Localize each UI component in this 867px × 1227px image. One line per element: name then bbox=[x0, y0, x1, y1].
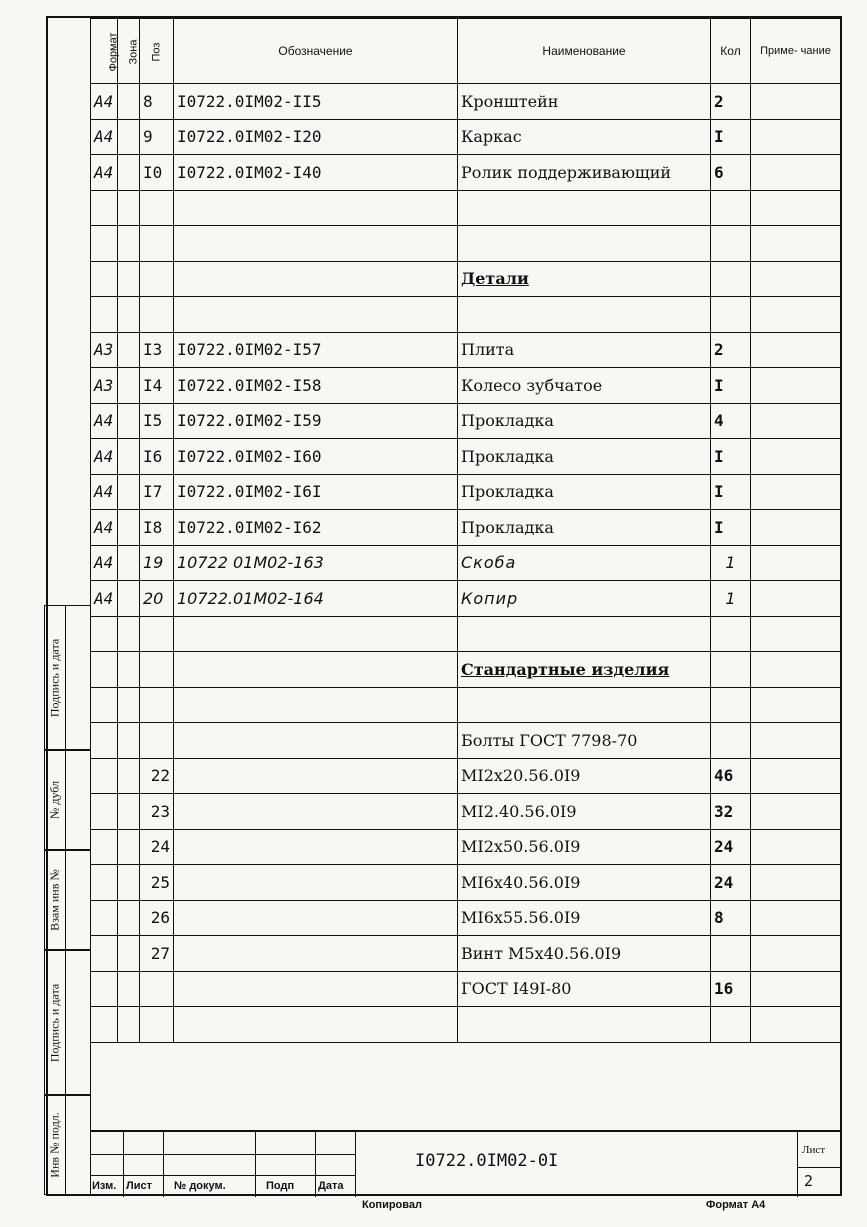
cell-designation: I0722.0IM02-II5 bbox=[174, 84, 458, 120]
cell-pos: I5 bbox=[140, 403, 174, 439]
cell-qty bbox=[711, 261, 751, 297]
cell-name: MI6x40.56.0I9 bbox=[458, 865, 711, 901]
cell-format bbox=[91, 226, 118, 262]
cell-pos: 9 bbox=[140, 119, 174, 155]
cell-format: A3 bbox=[91, 332, 118, 368]
title-block bbox=[90, 1130, 840, 1197]
cell-note bbox=[751, 687, 841, 723]
stamp-col-date: Дата bbox=[318, 1180, 344, 1192]
cell-designation bbox=[174, 723, 458, 759]
cell-pos: 8 bbox=[140, 84, 174, 120]
cell-note bbox=[751, 829, 841, 865]
cell-designation bbox=[174, 190, 458, 226]
cell-note bbox=[751, 403, 841, 439]
table-row bbox=[91, 723, 841, 759]
cell-pos: 27 bbox=[140, 936, 174, 972]
cell-zone bbox=[118, 1007, 140, 1043]
cell-designation bbox=[174, 829, 458, 865]
cell-qty: 32 bbox=[711, 794, 751, 830]
cell-designation: I0722.0IM02-I59 bbox=[174, 403, 458, 439]
table-row bbox=[91, 687, 841, 723]
cell-name: MI2.40.56.0I9 bbox=[458, 794, 711, 830]
cell-format bbox=[91, 971, 118, 1007]
table-row bbox=[91, 190, 841, 226]
cell-note bbox=[751, 1007, 841, 1043]
cell-name: MI6x55.56.0I9 bbox=[458, 900, 711, 936]
copied-label: Копировал bbox=[362, 1199, 423, 1211]
document-code: I0722.0IM02-0I bbox=[415, 1151, 559, 1171]
col-qty: Кол bbox=[711, 19, 751, 84]
cell-qty bbox=[711, 723, 751, 759]
cell-note bbox=[751, 794, 841, 830]
table-row bbox=[91, 652, 841, 688]
stamp-col-izm: Изм. bbox=[92, 1180, 117, 1192]
cell-qty: 24 bbox=[711, 865, 751, 901]
cell-note bbox=[751, 261, 841, 297]
cell-designation: I0722.0IM02-I60 bbox=[174, 439, 458, 475]
cell-pos bbox=[140, 687, 174, 723]
cell-qty bbox=[711, 297, 751, 333]
cell-name bbox=[458, 616, 711, 652]
cell-note bbox=[751, 652, 841, 688]
table-row bbox=[91, 510, 841, 546]
cell-pos bbox=[140, 261, 174, 297]
stamp-col-doc: № докум. bbox=[174, 1180, 226, 1192]
cell-pos bbox=[140, 1007, 174, 1043]
col-zone: Зона bbox=[118, 19, 140, 84]
cell-zone bbox=[118, 261, 140, 297]
cell-format: A4 bbox=[91, 403, 118, 439]
cell-format bbox=[91, 829, 118, 865]
cell-zone bbox=[118, 687, 140, 723]
table-row bbox=[91, 119, 841, 155]
cell-designation: I0722.0IM02-I20 bbox=[174, 119, 458, 155]
table-row bbox=[91, 900, 841, 936]
cell-zone bbox=[118, 545, 140, 581]
cell-format bbox=[91, 687, 118, 723]
cell-name: Стандартные изделия bbox=[458, 652, 711, 688]
cell-zone bbox=[118, 900, 140, 936]
cell-designation: I0722.0IM02-I62 bbox=[174, 510, 458, 546]
cell-qty: 4 bbox=[711, 403, 751, 439]
cell-name bbox=[458, 1007, 711, 1043]
cell-format bbox=[91, 865, 118, 901]
cell-zone bbox=[118, 652, 140, 688]
table-row bbox=[91, 971, 841, 1007]
cell-format bbox=[91, 616, 118, 652]
col-format: Формат bbox=[91, 19, 118, 84]
cell-pos bbox=[140, 226, 174, 262]
cell-designation bbox=[174, 971, 458, 1007]
cell-zone bbox=[118, 226, 140, 262]
cell-format: A4 bbox=[91, 510, 118, 546]
sheet-number: 2 bbox=[804, 1172, 814, 1190]
cell-designation: I0722.0IM02-I6I bbox=[174, 474, 458, 510]
table-row bbox=[91, 865, 841, 901]
stamp-col-list: Лист bbox=[126, 1180, 152, 1192]
cell-zone bbox=[118, 297, 140, 333]
cell-designation bbox=[174, 261, 458, 297]
cell-name: Ролик поддерживающий bbox=[458, 155, 711, 191]
cell-format bbox=[91, 758, 118, 794]
cell-pos: I7 bbox=[140, 474, 174, 510]
cell-name: Болты ГОСТ 7798-70 bbox=[458, 723, 711, 759]
cell-qty: 46 bbox=[711, 758, 751, 794]
table-row bbox=[91, 936, 841, 972]
cell-format bbox=[91, 190, 118, 226]
cell-designation bbox=[174, 687, 458, 723]
cell-zone bbox=[118, 439, 140, 475]
cell-zone bbox=[118, 474, 140, 510]
col-pos: Поз bbox=[140, 19, 174, 84]
cell-designation bbox=[174, 1007, 458, 1043]
cell-pos: I0 bbox=[140, 155, 174, 191]
cell-qty: I bbox=[711, 368, 751, 404]
cell-format bbox=[91, 297, 118, 333]
cell-name: Колесо зубчатое bbox=[458, 368, 711, 404]
cell-note bbox=[751, 226, 841, 262]
table-row bbox=[91, 403, 841, 439]
cell-qty bbox=[711, 687, 751, 723]
cell-designation bbox=[174, 616, 458, 652]
cell-qty: 8 bbox=[711, 900, 751, 936]
stamp-col-podp: Подп bbox=[266, 1180, 295, 1192]
cell-pos: 26 bbox=[140, 900, 174, 936]
cell-name: Прокладка bbox=[458, 403, 711, 439]
cell-name: ГОСТ I49I-80 bbox=[458, 971, 711, 1007]
specification-table bbox=[90, 18, 841, 1043]
col-note: Приме- чание bbox=[751, 19, 841, 84]
cell-name: Кронштейн bbox=[458, 84, 711, 120]
cell-zone bbox=[118, 403, 140, 439]
cell-note bbox=[751, 84, 841, 120]
cell-pos bbox=[140, 971, 174, 1007]
col-name: Наименование bbox=[458, 19, 711, 84]
side-inv-podl: Инв № подл. bbox=[44, 1095, 91, 1195]
cell-format bbox=[91, 936, 118, 972]
col-designation: Обозначение bbox=[174, 19, 458, 84]
cell-designation: 10722.01M02-164 bbox=[174, 581, 458, 617]
cell-note bbox=[751, 581, 841, 617]
table-row bbox=[91, 794, 841, 830]
cell-format: A4 bbox=[91, 84, 118, 120]
cell-note bbox=[751, 155, 841, 191]
cell-qty bbox=[711, 936, 751, 972]
cell-qty: 2 bbox=[711, 332, 751, 368]
cell-name: Скоба bbox=[458, 545, 711, 581]
cell-name: Винт M5x40.56.0I9 bbox=[458, 936, 711, 972]
cell-zone bbox=[118, 616, 140, 652]
cell-designation bbox=[174, 865, 458, 901]
table-row bbox=[91, 616, 841, 652]
cell-designation bbox=[174, 900, 458, 936]
cell-designation bbox=[174, 652, 458, 688]
cell-format bbox=[91, 652, 118, 688]
table-row bbox=[91, 368, 841, 404]
cell-note bbox=[751, 723, 841, 759]
cell-designation bbox=[174, 297, 458, 333]
cell-qty: 2 bbox=[711, 84, 751, 120]
cell-note bbox=[751, 758, 841, 794]
cell-pos: I3 bbox=[140, 332, 174, 368]
cell-pos bbox=[140, 616, 174, 652]
table-row bbox=[91, 155, 841, 191]
cell-note bbox=[751, 368, 841, 404]
cell-zone bbox=[118, 829, 140, 865]
cell-note bbox=[751, 936, 841, 972]
cell-note bbox=[751, 439, 841, 475]
cell-name bbox=[458, 297, 711, 333]
cell-note bbox=[751, 190, 841, 226]
side-inv-dubl: № дубл bbox=[44, 750, 91, 850]
cell-name: Прокладка bbox=[458, 474, 711, 510]
cell-pos bbox=[140, 297, 174, 333]
cell-zone bbox=[118, 865, 140, 901]
cell-zone bbox=[118, 119, 140, 155]
cell-qty: 6 bbox=[711, 155, 751, 191]
cell-qty bbox=[711, 1007, 751, 1043]
table-row bbox=[91, 581, 841, 617]
cell-note bbox=[751, 971, 841, 1007]
cell-name bbox=[458, 190, 711, 226]
cell-qty: I bbox=[711, 119, 751, 155]
cell-designation: I0722.0IM02-I57 bbox=[174, 332, 458, 368]
cell-format bbox=[91, 900, 118, 936]
cell-note bbox=[751, 297, 841, 333]
cell-pos: 22 bbox=[140, 758, 174, 794]
cell-zone bbox=[118, 723, 140, 759]
cell-zone bbox=[118, 581, 140, 617]
cell-pos: 24 bbox=[140, 829, 174, 865]
cell-qty: I bbox=[711, 474, 751, 510]
cell-note bbox=[751, 510, 841, 546]
cell-note bbox=[751, 545, 841, 581]
sheet-label: Лист bbox=[802, 1144, 826, 1156]
cell-qty: 16 bbox=[711, 971, 751, 1007]
table-row bbox=[91, 297, 841, 333]
cell-format bbox=[91, 723, 118, 759]
cell-designation bbox=[174, 226, 458, 262]
cell-note bbox=[751, 900, 841, 936]
cell-format: A4 bbox=[91, 119, 118, 155]
cell-designation: 10722 01M02-163 bbox=[174, 545, 458, 581]
cell-pos: I4 bbox=[140, 368, 174, 404]
cell-name: Плита bbox=[458, 332, 711, 368]
cell-pos: 20 bbox=[140, 581, 174, 617]
table-row bbox=[91, 474, 841, 510]
cell-qty bbox=[711, 226, 751, 262]
cell-pos: 25 bbox=[140, 865, 174, 901]
cell-qty: I bbox=[711, 439, 751, 475]
table-row bbox=[91, 226, 841, 262]
cell-pos: 19 bbox=[140, 545, 174, 581]
cell-name bbox=[458, 226, 711, 262]
cell-name: Прокладка bbox=[458, 439, 711, 475]
cell-name: MI2x50.56.0I9 bbox=[458, 829, 711, 865]
cell-designation: I0722.0IM02-I40 bbox=[174, 155, 458, 191]
table-row bbox=[91, 1007, 841, 1043]
cell-pos: I8 bbox=[140, 510, 174, 546]
table-row bbox=[91, 829, 841, 865]
table-row bbox=[91, 758, 841, 794]
cell-pos: 23 bbox=[140, 794, 174, 830]
cell-name: MI2x20.56.0I9 bbox=[458, 758, 711, 794]
cell-designation bbox=[174, 936, 458, 972]
cell-qty: 1 bbox=[711, 545, 751, 581]
cell-note bbox=[751, 474, 841, 510]
table-row bbox=[91, 332, 841, 368]
cell-qty bbox=[711, 190, 751, 226]
cell-zone bbox=[118, 971, 140, 1007]
cell-format: A4 bbox=[91, 155, 118, 191]
cell-pos bbox=[140, 190, 174, 226]
header-row bbox=[91, 19, 841, 84]
cell-qty bbox=[711, 616, 751, 652]
cell-designation: I0722.0IM02-I58 bbox=[174, 368, 458, 404]
table-row bbox=[91, 84, 841, 120]
cell-pos bbox=[140, 652, 174, 688]
table-row bbox=[91, 545, 841, 581]
cell-qty: 24 bbox=[711, 829, 751, 865]
cell-zone bbox=[118, 794, 140, 830]
cell-qty: I bbox=[711, 510, 751, 546]
cell-format: A4 bbox=[91, 474, 118, 510]
cell-format: A3 bbox=[91, 368, 118, 404]
side-sign-date-top: Подпись и дата bbox=[44, 605, 91, 750]
cell-name bbox=[458, 687, 711, 723]
table-row bbox=[91, 439, 841, 475]
cell-note bbox=[751, 865, 841, 901]
cell-zone bbox=[118, 155, 140, 191]
cell-designation bbox=[174, 758, 458, 794]
cell-zone bbox=[118, 936, 140, 972]
cell-zone bbox=[118, 510, 140, 546]
side-vzam-inv: Взам инв № bbox=[44, 850, 91, 950]
cell-zone bbox=[118, 332, 140, 368]
format-label: Формат A4 bbox=[706, 1199, 766, 1211]
cell-name: Детали bbox=[458, 261, 711, 297]
cell-qty bbox=[711, 652, 751, 688]
cell-format: A4 bbox=[91, 581, 118, 617]
cell-format: A4 bbox=[91, 545, 118, 581]
cell-pos: I6 bbox=[140, 439, 174, 475]
cell-format bbox=[91, 261, 118, 297]
cell-zone bbox=[118, 84, 140, 120]
cell-qty: 1 bbox=[711, 581, 751, 617]
cell-note bbox=[751, 616, 841, 652]
cell-zone bbox=[118, 190, 140, 226]
cell-designation bbox=[174, 794, 458, 830]
cell-name: Прокладка bbox=[458, 510, 711, 546]
cell-name: Каркас bbox=[458, 119, 711, 155]
cell-note bbox=[751, 119, 841, 155]
cell-name: Копир bbox=[458, 581, 711, 617]
cell-format bbox=[91, 1007, 118, 1043]
cell-zone bbox=[118, 758, 140, 794]
cell-format: A4 bbox=[91, 439, 118, 475]
cell-zone bbox=[118, 368, 140, 404]
cell-pos bbox=[140, 723, 174, 759]
cell-format bbox=[91, 794, 118, 830]
table-row bbox=[91, 261, 841, 297]
cell-note bbox=[751, 332, 841, 368]
side-sign-date-bottom: Подпись и дата bbox=[44, 950, 91, 1095]
